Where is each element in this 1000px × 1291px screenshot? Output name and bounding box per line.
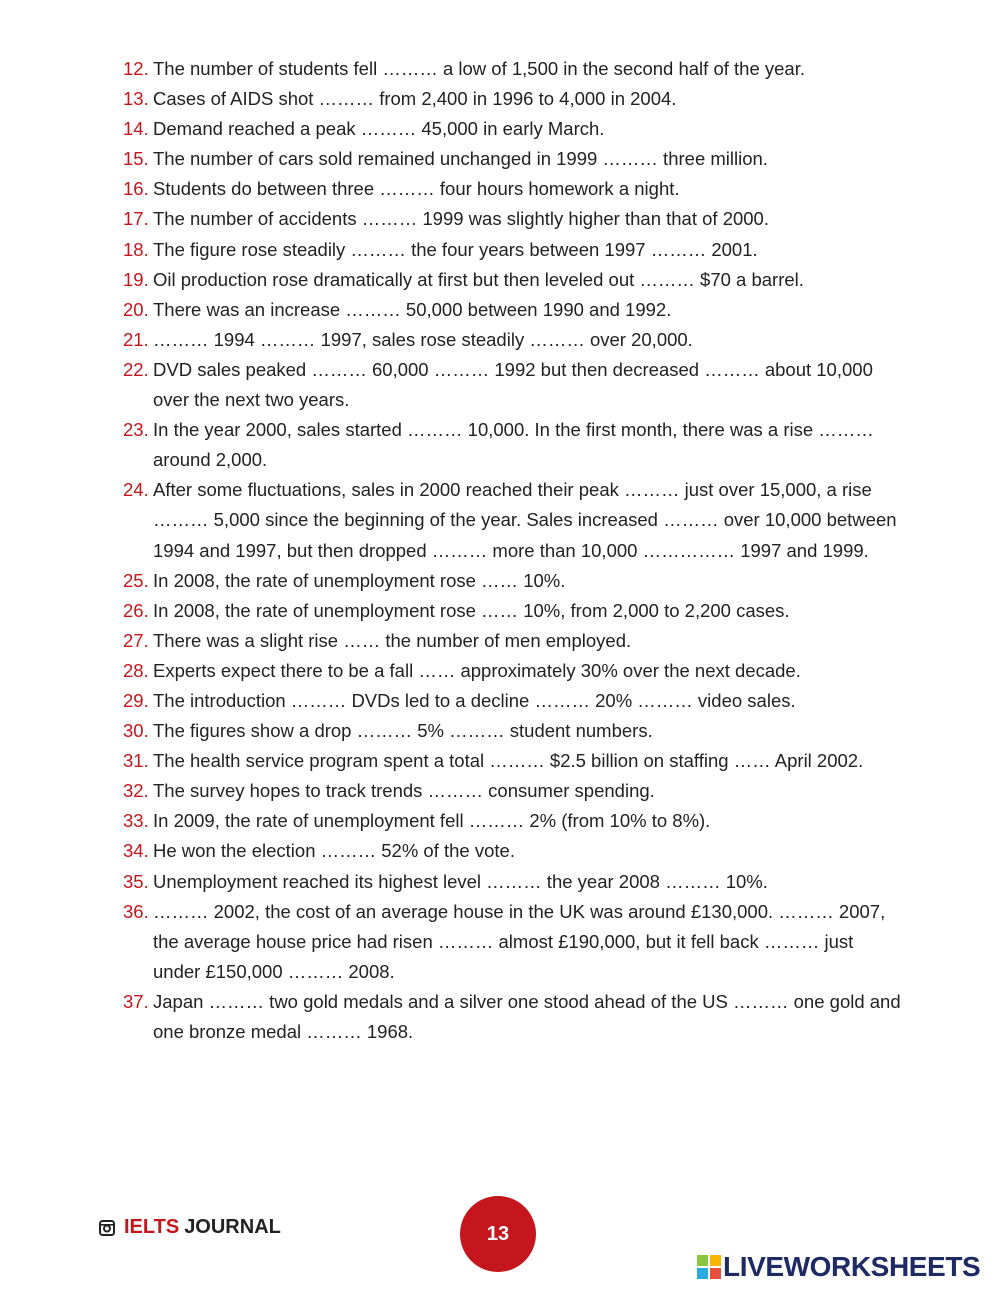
brand-journal: JOURNAL <box>184 1216 281 1238</box>
exercise-item <box>123 415 903 475</box>
exercise-number: 15. <box>123 148 149 170</box>
exercise-item <box>123 867 903 897</box>
liveworksheets-logo-icon <box>697 1255 721 1279</box>
exercise-number: 23. <box>123 419 149 441</box>
exercise-text: ……… 2002, the cost of an average house in the UK was around £130,000. ……… 2007, the average house price had risen ……… almost £190,000, but it fell back ……… just under £150,000 ……… 2008. <box>153 900 886 982</box>
exercise-item <box>123 355 903 415</box>
exercise-number: 29. <box>123 689 149 711</box>
exercise-text: Oil production rose dramatically at first but then leveled out ……… $70 a barrel. <box>153 268 804 290</box>
exercise-text: In 2009, the rate of unemployment fell ……… 2% (from 10% to 8%). <box>153 810 711 832</box>
exercise-item <box>123 897 903 987</box>
exercise-text: After some fluctuations, sales in 2000 reached their peak ……… just over 15,000, a rise ……… 5,000 since the beginning of the year. Sales increased ……… over 10,000 between 1994 and 1997, but then dropped ……… more than 10,000 …………… 1997 and 1999. <box>153 479 897 561</box>
exercise-text: In 2008, the rate of unemployment rose …… 10%, from 2,000 to 2,200 cases. <box>153 599 790 621</box>
exercise-text: The figure rose steadily ……… the four years between 1997 ……… 2001. <box>153 238 758 260</box>
exercise-item <box>123 475 903 565</box>
exercise-item <box>123 204 903 234</box>
exercise-item <box>123 566 903 596</box>
exercise-number: 21. <box>123 328 149 350</box>
exercise-text: In the year 2000, sales started ……… 10,000. In the first month, there was a rise ……… around 2,000. <box>153 419 874 471</box>
exercise-text: The number of accidents ……… 1999 was slightly higher than that of 2000. <box>153 208 769 230</box>
exercise-number: 31. <box>123 750 149 772</box>
exercise-number: 22. <box>123 358 149 380</box>
exercise-text: The health service program spent a total ……… $2.5 billion on staffing …… April 2002. <box>153 750 864 772</box>
exercise-number: 34. <box>123 840 149 862</box>
exercise-item <box>123 325 903 355</box>
exercise-number: 33. <box>123 810 149 832</box>
exercise-text: The number of cars sold remained unchanged in 1999 ……… three million. <box>153 148 768 170</box>
exercise-text: He won the election ……… 52% of the vote. <box>153 840 515 862</box>
exercise-number: 37. <box>123 990 149 1012</box>
exercise-text: Cases of AIDS shot ……… from 2,400 in 1996 to 4,000 in 2004. <box>153 88 677 110</box>
exercise-item <box>123 776 903 806</box>
exercise-text: The survey hopes to track trends ……… consumer spending. <box>153 780 655 802</box>
exercise-text: Students do between three ……… four hours homework a night. <box>153 178 680 200</box>
exercise-item <box>123 265 903 295</box>
page-number-badge <box>460 1196 536 1272</box>
footer-brand <box>99 1216 281 1239</box>
exercise-number: 36. <box>123 900 149 922</box>
page-number: 13 <box>486 1222 510 1245</box>
exercise-item <box>123 626 903 656</box>
exercise-number: 14. <box>123 118 149 140</box>
exercise-number: 25. <box>123 569 149 591</box>
exercise-number: 27. <box>123 629 149 651</box>
exercise-item <box>123 596 903 626</box>
exercise-item <box>123 836 903 866</box>
exercise-item <box>123 656 903 686</box>
liveworksheets-text: LIVEWORKSHEETS <box>723 1251 981 1282</box>
exercise-number: 16. <box>123 178 149 200</box>
exercise-number: 13. <box>123 88 149 110</box>
exercise-number: 24. <box>123 479 149 501</box>
exercise-text: The number of students fell ……… a low of 1,500 in the second half of the year. <box>153 58 805 79</box>
instagram-icon <box>99 1220 115 1236</box>
exercise-number: 20. <box>123 298 149 320</box>
exercise-number: 18. <box>123 238 149 260</box>
exercise-number: 12. <box>123 58 149 79</box>
exercise-text: Unemployment reached its highest level ……… the year 2008 ……… 10%. <box>153 870 768 892</box>
exercise-number: 17. <box>123 208 149 230</box>
exercise-item <box>123 54 903 84</box>
exercise-item <box>123 235 903 265</box>
exercise-item <box>123 295 903 325</box>
exercise-number: 35. <box>123 870 149 892</box>
liveworksheets-watermark <box>697 1252 980 1282</box>
exercise-item <box>123 987 903 1047</box>
exercise-number: 32. <box>123 780 149 802</box>
exercise-text: In 2008, the rate of unemployment rose …… 10%. <box>153 569 566 591</box>
exercise-text: DVD sales peaked ……… 60,000 ……… 1992 but then decreased ……… about 10,000 over the next two years. <box>153 358 873 411</box>
exercise-text: Demand reached a peak ……… 45,000 in early March. <box>153 118 605 140</box>
exercise-text: The figures show a drop ……… 5% ……… student numbers. <box>153 720 653 742</box>
exercise-item <box>123 174 903 204</box>
exercise-list <box>123 54 903 1047</box>
exercise-item <box>123 716 903 746</box>
exercise-text: There was a slight rise …… the number of men employed. <box>153 629 632 651</box>
exercise-text: The introduction ……… DVDs led to a decline ……… 20% ……… video sales. <box>153 689 796 711</box>
exercise-text: ……… 1994 ……… 1997, sales rose steadily ……… over 20,000. <box>153 328 693 350</box>
exercise-item <box>123 84 903 114</box>
exercise-number: 26. <box>123 599 149 621</box>
exercise-item <box>123 806 903 836</box>
exercise-number: 30. <box>123 720 149 742</box>
exercise-number: 19. <box>123 268 149 290</box>
brand-ielts: IELTS <box>124 1216 180 1238</box>
exercise-text: Experts expect there to be a fall …… approximately 30% over the next decade. <box>153 659 801 681</box>
exercise-text: There was an increase ……… 50,000 between 1990 and 1992. <box>153 298 672 320</box>
exercise-item <box>123 144 903 174</box>
exercise-text: Japan ……… two gold medals and a silver one stood ahead of the US ……… one gold and one bronze medal ……… 1968. <box>153 990 901 1042</box>
exercise-item <box>123 686 903 716</box>
exercise-item <box>123 114 903 144</box>
exercise-number: 28. <box>123 659 149 681</box>
exercise-item <box>123 746 903 776</box>
